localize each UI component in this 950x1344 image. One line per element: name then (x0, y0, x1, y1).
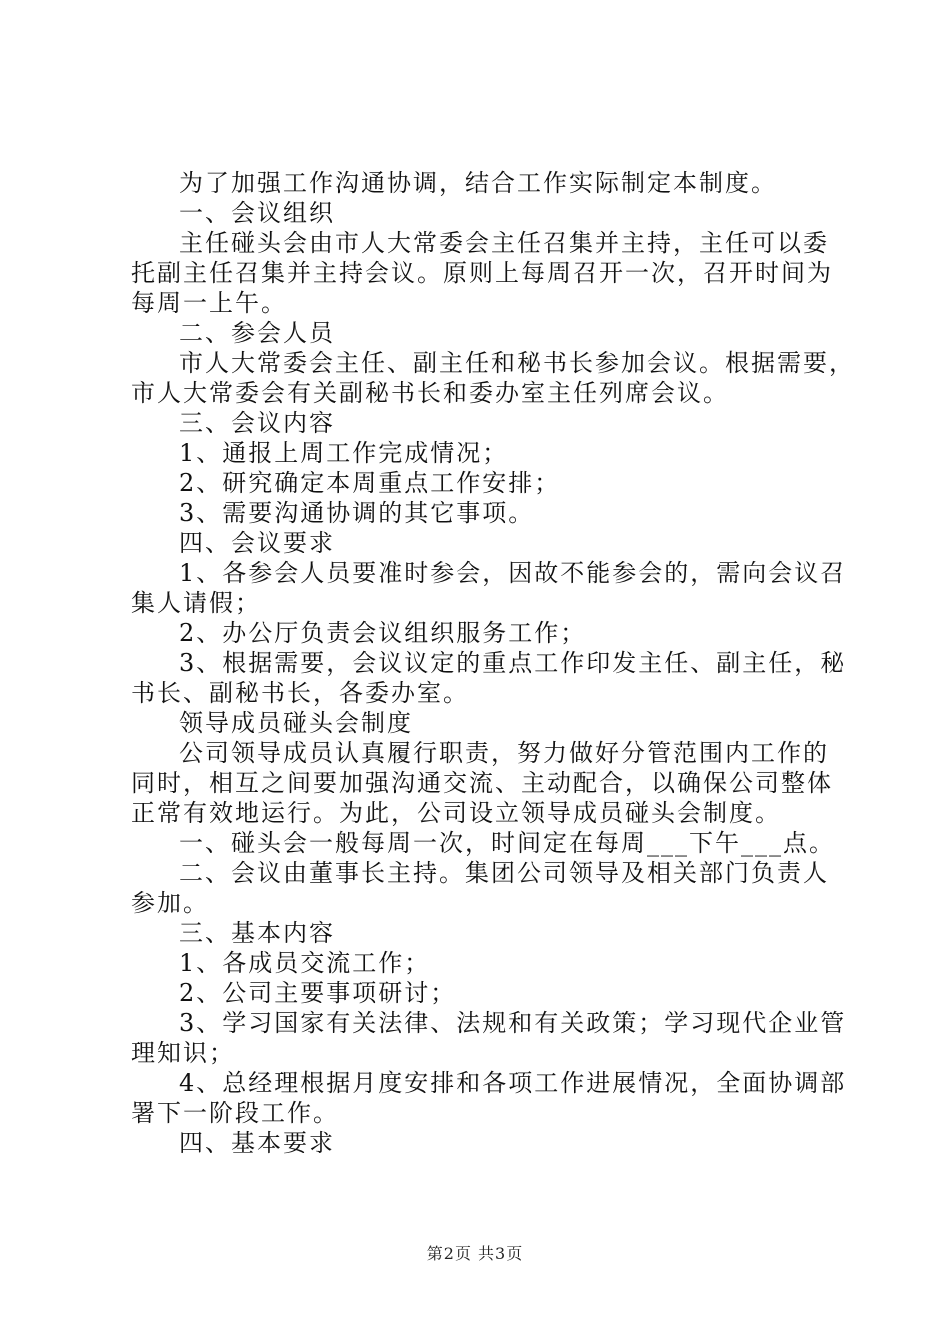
paragraph-line: 托副主任召集并主持会议。原则上每周召开一次，召开时间为 (131, 259, 833, 287)
paragraph-line: 一、会议组织 (179, 199, 335, 227)
paragraph-line: 四、基本要求 (179, 1129, 335, 1157)
paragraph-line: 三、基本内容 (179, 919, 335, 947)
paragraph-line: 公司领导成员认真履行职责，努力做好分管范围内工作的 (179, 739, 829, 767)
paragraph-line: 参加。 (131, 889, 209, 917)
paragraph-line: 二、会议由董事长主持。集团公司领导及相关部门负责人 (179, 859, 829, 887)
paragraph-line: 四、会议要求 (179, 529, 335, 557)
paragraph-line: 为了加强工作沟通协调，结合工作实际制定本制度。 (179, 169, 777, 197)
paragraph-line: 主任碰头会由市人大常委会主任召集并主持，主任可以委 (179, 229, 829, 257)
paragraph-line: 市人大常委会有关副秘书长和委办室主任列席会议。 (131, 379, 729, 407)
paragraph-line: 二、参会人员 (179, 319, 335, 347)
paragraph-line: 署下一阶段工作。 (131, 1099, 339, 1127)
paragraph-line: 领导成员碰头会制度 (179, 709, 413, 737)
paragraph-line: 市人大常委会主任、副主任和秘书长参加会议。根据需要， (179, 349, 855, 377)
document-body (131, 168, 855, 1158)
paragraph-line: 1、各参会人员要准时参会，因故不能参会的，需向会议召 (179, 559, 847, 587)
page-number-label: 第2页 共3页 (426, 1244, 524, 1263)
paragraph-line: 2、研究确定本周重点工作安排； (179, 469, 561, 497)
paragraph-line: 2、办公厅负责会议组织服务工作； (179, 619, 587, 647)
paragraph-line: 一、碰头会一般每周一次，时间定在每周___下午___点。 (179, 829, 835, 857)
paragraph-line: 2、公司主要事项研讨； (179, 979, 457, 1007)
paragraph-line: 3、学习国家有关法律、法规和有关政策；学习现代企业管 (179, 1009, 847, 1037)
paragraph-line: 4、总经理根据月度安排和各项工作进展情况，全面协调部 (179, 1069, 847, 1097)
paragraph-line: 3、需要沟通协调的其它事项。 (179, 499, 535, 527)
paragraph-line: 1、通报上周工作完成情况； (179, 439, 509, 467)
page-footer (0, 1244, 950, 1264)
paragraph-line: 1、各成员交流工作； (179, 949, 431, 977)
paragraph-line: 同时，相互之间要加强沟通交流、主动配合，以确保公司整体 (131, 769, 833, 797)
paragraph-line: 正常有效地运行。为此，公司设立领导成员碰头会制度。 (131, 799, 781, 827)
paragraph-line: 书长、副秘书长，各委办室。 (131, 679, 469, 707)
paragraph-line: 集人请假； (131, 589, 261, 617)
paragraph-line: 每周一上午。 (131, 289, 287, 317)
paragraph-line: 3、根据需要，会议议定的重点工作印发主任、副主任，秘 (179, 649, 847, 677)
paragraph-line: 三、会议内容 (179, 409, 335, 437)
paragraph-line: 理知识； (131, 1039, 235, 1067)
